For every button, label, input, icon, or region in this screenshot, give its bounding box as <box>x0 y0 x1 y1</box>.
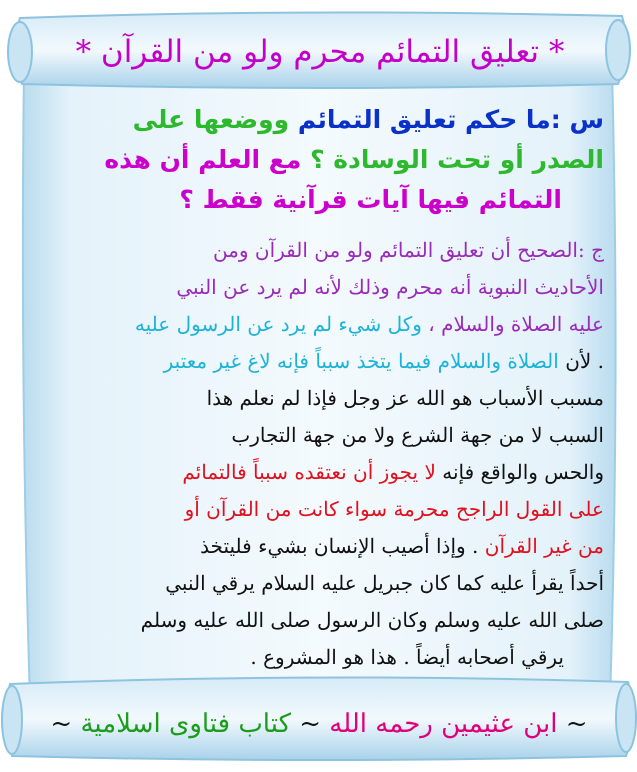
tilde-mark: ~ <box>50 709 73 739</box>
question-text: ووضعها على <box>132 105 290 134</box>
answer-line-2: الأحاديث النبوية أنه محرم وذلك لأنه لم يرد عن النبي <box>176 275 604 299</box>
answer-line-3 <box>36 306 604 343</box>
page-title: * تعليق التمائم محرم ولو من القرآن * <box>75 34 565 70</box>
question-text: مع العلم أن هذه <box>104 145 302 174</box>
answer-line-7 <box>36 454 604 491</box>
question-line-2 <box>36 140 604 180</box>
answer-text: والحس والواقع فإنه <box>442 460 604 484</box>
footer-attribution <box>8 700 630 748</box>
question-text: س :ما حكم تعليق التمائم <box>297 105 604 134</box>
answer-text: . وإذا أصيب الإنسان بشيء فليتخذ <box>200 534 479 558</box>
answer-line-4 <box>36 343 604 380</box>
answer-block <box>36 232 604 676</box>
author-name: ابن عثيمين رحمه الله <box>329 709 558 739</box>
answer-line-12: يرقي أصحابه أيضاً . هذا هو المشروع . <box>250 645 564 669</box>
question-block <box>36 100 604 220</box>
answer-line-1: ج :الصحيح أن تعليق التمائم ولو من القرآن ومن <box>212 238 604 262</box>
answer-line-11: صلى الله عليه وسلم وكان الرسول صلى الله عليه وسلم <box>140 608 604 632</box>
answer-line-5: مسبب الأسباب هو الله عز وجل فإذا لم نعلم هذا <box>206 386 604 410</box>
answer-line-8: على القول الراجح محرمة سواء كانت من القرآن أو <box>184 497 604 521</box>
answer-text: الصلاة والسلام فيما يتخذ سبباً فإنه لاغ غير معتبر <box>163 349 559 373</box>
question-line-1 <box>36 100 604 140</box>
answer-text: وكل شيء لم يرد عن الرسول عليه <box>134 312 422 336</box>
book-title: كتاب فتاوى اسلامية <box>80 709 291 739</box>
question-line-3 <box>36 180 604 220</box>
answer-line-6: السبب لا من جهة الشرع ولا من جهة التجارب <box>231 423 604 447</box>
answer-text: عليه الصلاة والسلام ، <box>428 312 604 336</box>
answer-text: من غير القرآن <box>484 534 604 558</box>
tilde-mark: ~ <box>565 709 588 739</box>
question-text: الصدر أو تحت الوسادة ؟ <box>310 145 604 174</box>
answer-text: لا يجوز أن نعتقده سبباً فالتمائم <box>182 460 436 484</box>
question-text: التمائم فيها آيات قرآنية فقط ؟ <box>179 185 562 214</box>
tilde-mark: ~ <box>299 709 322 739</box>
answer-line-9 <box>36 528 604 565</box>
answer-line-10: أحداً يقرأ عليه كما كان جبريل عليه السلام يرقي النبي <box>165 571 604 595</box>
answer-text: . لأن <box>565 349 604 373</box>
